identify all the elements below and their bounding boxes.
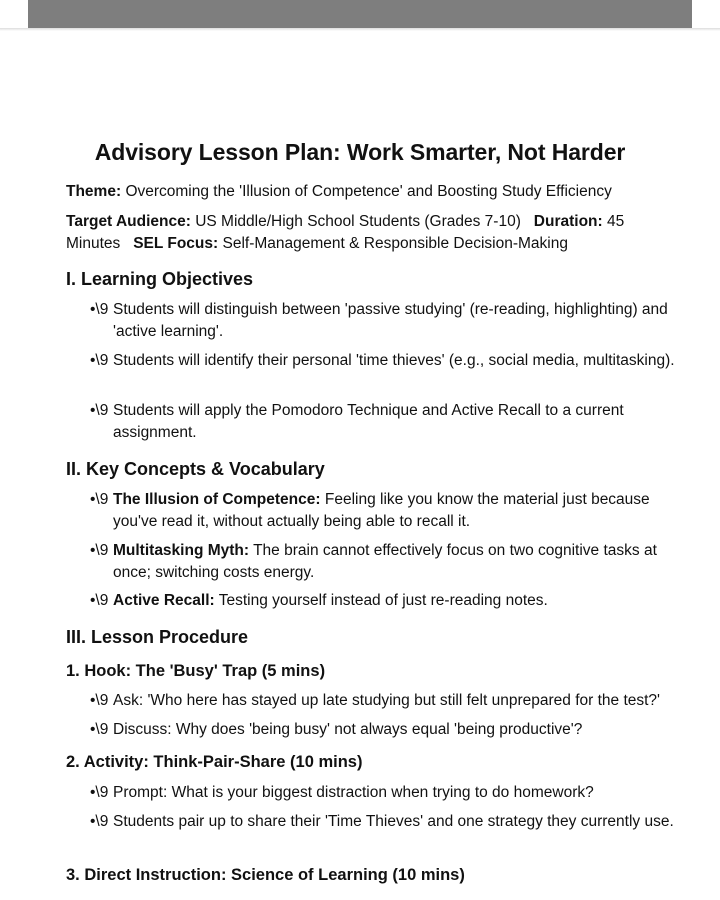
list-item [90,540,683,584]
list-item [90,489,683,533]
theme-line [66,181,656,203]
duration-label: Duration: [533,213,603,230]
bullet-marker: •\9 [90,352,109,369]
sel-label: SEL Focus: [133,234,219,252]
bullet-marker: •\9 [90,402,109,419]
bullet-marker: •\9 [90,692,109,709]
list-item [90,299,683,343]
theme-value: Overcoming the 'Illusion of Competence' and Boosting Study Efficiency [125,183,612,200]
concept-term: The Illusion of Competence: [113,491,321,508]
concept-term: Multitasking Myth: [113,542,250,559]
list-item [90,590,683,612]
sel-value: Self-Management & Responsible Decision-Making [222,234,568,252]
list-item [90,690,683,712]
audience-line [66,211,656,254]
section-heading-procedure: III. Lesson Procedure [66,627,249,647]
bullet-marker: •\9 [90,813,109,830]
bullet-marker: •\9 [90,784,109,801]
list-item [90,350,683,372]
bullet-marker: •\9 [90,721,109,738]
audience-value: US Middle/High School Students (Grades 7-10) [195,213,521,230]
bullet-marker: •\9 [90,592,109,609]
list-item-text: Students will distinguish between 'passive studying' (re-reading, highlighting) and 'active learning'. [113,301,668,340]
list-item [90,400,683,444]
list-item-text: Discuss: Why does 'being busy' not always equal 'being productive'? [113,721,583,738]
list-item-text: Students will apply the Pomodoro Technique and Active Recall to a current assignment. [113,402,624,441]
list-item [90,719,683,741]
concept-term: Active Recall: [113,592,215,609]
theme-label: Theme: [66,183,122,200]
viewer-top-bar [28,0,692,28]
list-item-text: Ask: 'Who here has stayed up late studying but still felt unprepared for the test?' [113,692,661,709]
concept-definition: The brain cannot effectively focus on two cognitive tasks at once; switching costs energy. [113,542,657,581]
top-bar-shadow [0,28,720,31]
list-item-text: Students pair up to share their 'Time Thieves' and one strategy they currently use. [113,813,674,830]
list-item-text: Prompt: What is your biggest distraction when trying to do homework? [113,784,594,801]
step-heading-hook: 1. Hook: The 'Busy' Trap (5 mins) [66,662,326,680]
bullet-marker: •\9 [90,491,109,508]
audience-label: Target Audience: [66,213,191,230]
concept-definition: Feeling like you know the material just because you've read it, without actually being able to recall it. [113,491,650,530]
section-heading-concepts: II. Key Concepts & Vocabulary [66,459,325,479]
duration-value: 45 Minutes [66,213,625,252]
page-title: Advisory Lesson Plan: Work Smarter, Not Harder [94,139,626,165]
bullet-marker: •\9 [90,542,109,559]
bullet-marker: •\9 [90,301,109,318]
concept-definition: Testing yourself instead of just re-reading notes. [218,592,548,609]
list-item [90,782,683,804]
step-heading-instruction: 3. Direct Instruction: Science of Learning (10 mins) [66,866,465,884]
list-item-text: Students will identify their personal 'time thieves' (e.g., social media, multitasking). [113,352,675,369]
list-item [90,811,683,833]
step-heading-activity: 2. Activity: Think-Pair-Share (10 mins) [66,753,363,771]
section-heading-objectives: I. Learning Objectives [66,269,254,289]
